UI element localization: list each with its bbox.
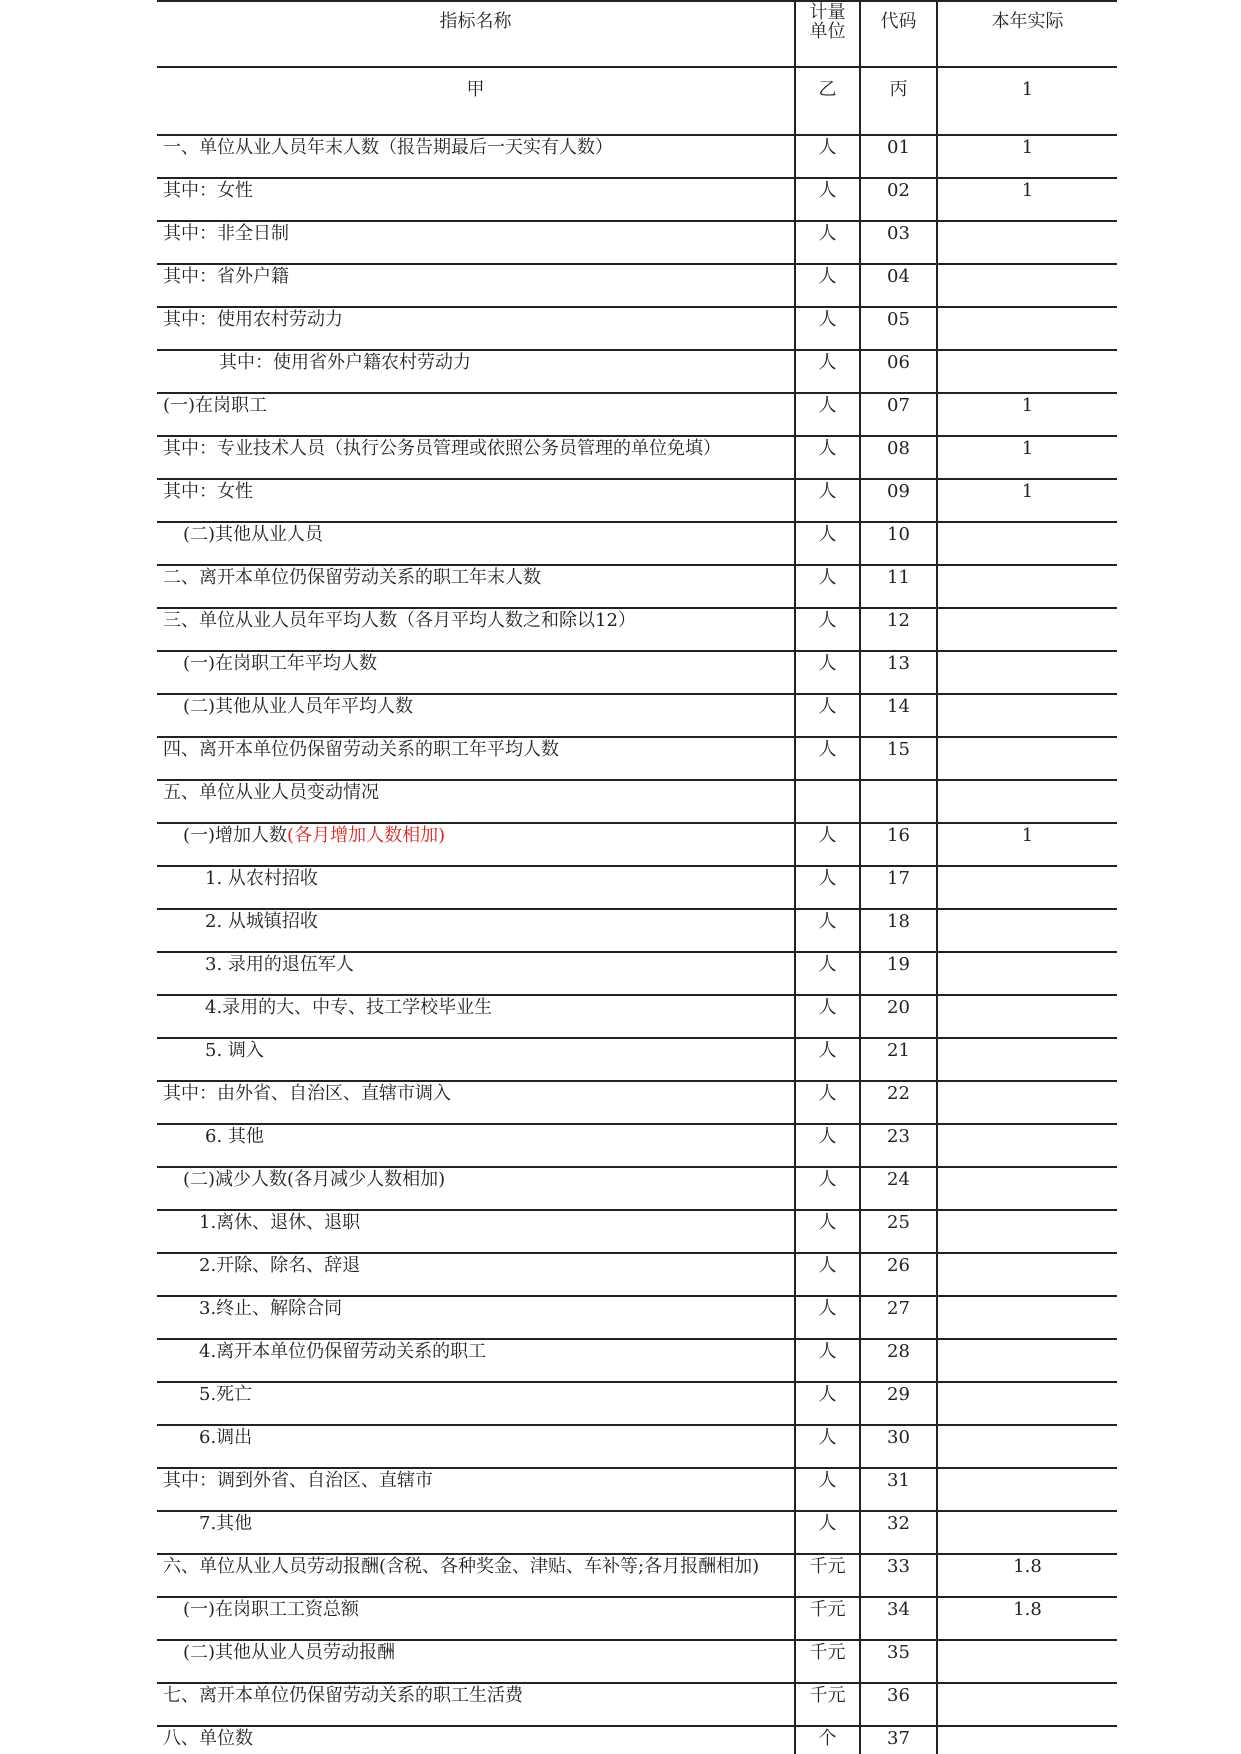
row-value: 1 xyxy=(937,393,1117,436)
row-indicator-name xyxy=(157,608,795,651)
row-indicator-name xyxy=(157,1683,795,1726)
row-code: 16 xyxy=(860,823,937,866)
row-code: 27 xyxy=(860,1296,937,1339)
row-indicator-name xyxy=(157,350,795,393)
statistics-form-sheet xyxy=(157,0,1117,1754)
row-indicator-name xyxy=(157,178,795,221)
row-code: 37 xyxy=(860,1726,937,1754)
row-indicator-name xyxy=(157,952,795,995)
row-code xyxy=(860,780,937,823)
row-unit: 千元 xyxy=(795,1597,860,1640)
row-unit: 人 xyxy=(795,264,860,307)
row-code: 30 xyxy=(860,1425,937,1468)
row-indicator-name xyxy=(157,264,795,307)
row-indicator-label: 其中：使用农村劳动力 xyxy=(163,309,343,330)
table-row xyxy=(157,1726,1117,1754)
row-indicator-name xyxy=(157,1554,795,1597)
row-value: 1 xyxy=(937,823,1117,866)
row-code: 15 xyxy=(860,737,937,780)
row-value xyxy=(937,1167,1117,1210)
row-code: 10 xyxy=(860,522,937,565)
row-indicator-name xyxy=(157,1425,795,1468)
row-code: 01 xyxy=(860,135,937,178)
row-value xyxy=(937,737,1117,780)
row-code: 06 xyxy=(860,350,937,393)
row-unit: 人 xyxy=(795,651,860,694)
row-indicator-label: 一、单位从业人员年末人数（报告期最后一天实有人数） xyxy=(163,137,613,158)
row-code: 21 xyxy=(860,1038,937,1081)
table-row xyxy=(157,479,1117,522)
row-value xyxy=(937,264,1117,307)
header-unit-line1: 计量 xyxy=(809,2,846,23)
row-unit: 千元 xyxy=(795,1683,860,1726)
row-code: 36 xyxy=(860,1683,937,1726)
row-unit: 人 xyxy=(795,1038,860,1081)
table-row xyxy=(157,1640,1117,1683)
table-row xyxy=(157,1253,1117,1296)
row-indicator-label: 6. 其他 xyxy=(205,1126,264,1147)
row-code: 05 xyxy=(860,307,937,350)
row-code: 09 xyxy=(860,479,937,522)
table-row xyxy=(157,995,1117,1038)
row-code: 04 xyxy=(860,264,937,307)
row-value xyxy=(937,1296,1117,1339)
row-indicator-label: (一)在岗职工 xyxy=(163,395,268,416)
row-code: 31 xyxy=(860,1468,937,1511)
table-row xyxy=(157,866,1117,909)
row-indicator-name xyxy=(157,737,795,780)
row-indicator-name xyxy=(157,995,795,1038)
row-unit: 人 xyxy=(795,436,860,479)
row-value xyxy=(937,780,1117,823)
row-code: 12 xyxy=(860,608,937,651)
row-indicator-label: (二)其他从业人员劳动报酬 xyxy=(183,1642,396,1663)
row-value xyxy=(937,307,1117,350)
table-row xyxy=(157,1296,1117,1339)
row-code: 22 xyxy=(860,1081,937,1124)
row-code: 34 xyxy=(860,1597,937,1640)
row-indicator-label: (二)减少人数(各月减少人数相加) xyxy=(183,1169,446,1190)
row-value: 1 xyxy=(937,135,1117,178)
row-unit: 人 xyxy=(795,1124,860,1167)
table-row xyxy=(157,694,1117,737)
row-indicator-label: (一)在岗职工年平均人数 xyxy=(183,653,378,674)
table-row xyxy=(157,1554,1117,1597)
row-indicator-name xyxy=(157,522,795,565)
row-value xyxy=(937,952,1117,995)
row-code: 20 xyxy=(860,995,937,1038)
row-code: 23 xyxy=(860,1124,937,1167)
table-row xyxy=(157,780,1117,823)
row-indicator-label: (一)增加人数 xyxy=(183,825,288,846)
row-indicator-label: 3. 录用的退伍军人 xyxy=(205,954,354,975)
column-key-unit: 乙 xyxy=(795,67,860,135)
row-indicator-label: 5. 调入 xyxy=(205,1040,264,1061)
row-indicator-name xyxy=(157,1640,795,1683)
row-indicator-name xyxy=(157,479,795,522)
row-indicator-label: 6.调出 xyxy=(199,1427,253,1448)
row-indicator-label: 其中：使用省外户籍农村劳动力 xyxy=(219,352,471,373)
row-code: 32 xyxy=(860,1511,937,1554)
row-indicator-label: 其中：调到外省、自治区、直辖市 xyxy=(163,1470,433,1491)
row-value: 1 xyxy=(937,479,1117,522)
header-indicator-name: 指标名称 xyxy=(157,1,795,67)
row-unit: 个 xyxy=(795,1726,860,1754)
row-value: 1 xyxy=(937,436,1117,479)
row-value: 1 xyxy=(937,178,1117,221)
table-row xyxy=(157,1683,1117,1726)
table-row xyxy=(157,1597,1117,1640)
table-row xyxy=(157,135,1117,178)
row-value xyxy=(937,1210,1117,1253)
row-code: 33 xyxy=(860,1554,937,1597)
row-unit: 人 xyxy=(795,479,860,522)
table-header-row xyxy=(157,1,1117,67)
table-row xyxy=(157,651,1117,694)
row-indicator-name xyxy=(157,393,795,436)
row-code: 26 xyxy=(860,1253,937,1296)
table-row xyxy=(157,221,1117,264)
employment-statistics-table xyxy=(157,0,1117,1754)
row-indicator-label: 其中：省外户籍 xyxy=(163,266,289,287)
row-indicator-name xyxy=(157,1511,795,1554)
row-indicator-label: 2. 从城镇招收 xyxy=(205,911,318,932)
table-row xyxy=(157,1339,1117,1382)
row-value xyxy=(937,522,1117,565)
row-indicator-name xyxy=(157,651,795,694)
row-value xyxy=(937,1382,1117,1425)
row-value xyxy=(937,608,1117,651)
row-unit: 千元 xyxy=(795,1554,860,1597)
header-unit xyxy=(795,1,860,67)
table-row xyxy=(157,1425,1117,1468)
table-row xyxy=(157,436,1117,479)
row-indicator-name xyxy=(157,1038,795,1081)
row-code: 11 xyxy=(860,565,937,608)
row-unit: 人 xyxy=(795,608,860,651)
row-value xyxy=(937,1511,1117,1554)
row-value xyxy=(937,350,1117,393)
row-indicator-name xyxy=(157,1253,795,1296)
row-indicator-name xyxy=(157,307,795,350)
row-value xyxy=(937,565,1117,608)
row-unit: 人 xyxy=(795,1339,860,1382)
row-indicator-name xyxy=(157,1296,795,1339)
row-code: 24 xyxy=(860,1167,937,1210)
row-unit: 人 xyxy=(795,1210,860,1253)
row-code: 17 xyxy=(860,866,937,909)
row-indicator-name xyxy=(157,694,795,737)
row-value xyxy=(937,866,1117,909)
table-row xyxy=(157,823,1117,866)
row-unit: 人 xyxy=(795,135,860,178)
row-indicator-name xyxy=(157,1124,795,1167)
row-indicator-name xyxy=(157,780,795,823)
row-indicator-label: 其中：由外省、自治区、直辖市调入 xyxy=(163,1083,451,1104)
row-code: 28 xyxy=(860,1339,937,1382)
row-indicator-label: 4.录用的大、中专、技工学校毕业生 xyxy=(205,997,493,1018)
row-unit: 人 xyxy=(795,1468,860,1511)
row-indicator-label: (二)其他从业人员年平均人数 xyxy=(183,696,414,717)
row-value xyxy=(937,1425,1117,1468)
row-indicator-name xyxy=(157,135,795,178)
table-row xyxy=(157,1038,1117,1081)
table-row xyxy=(157,307,1117,350)
row-indicator-label: 六、单位从业人员劳动报酬(含税、各种奖金、津贴、车补等;各月报酬相加) xyxy=(163,1556,760,1577)
row-indicator-label: 3.终止、解除合同 xyxy=(199,1298,343,1319)
table-row xyxy=(157,565,1117,608)
row-unit: 人 xyxy=(795,866,860,909)
row-indicator-name xyxy=(157,1210,795,1253)
row-code: 08 xyxy=(860,436,937,479)
row-value xyxy=(937,909,1117,952)
row-indicator-name xyxy=(157,909,795,952)
row-unit: 人 xyxy=(795,737,860,780)
row-indicator-label: 其中：女性 xyxy=(163,180,253,201)
row-indicator-label: 三、单位从业人员年平均人数（各月平均人数之和除以12） xyxy=(163,610,636,631)
table-row xyxy=(157,393,1117,436)
row-code: 13 xyxy=(860,651,937,694)
row-unit: 人 xyxy=(795,178,860,221)
row-value xyxy=(937,1124,1117,1167)
row-unit: 人 xyxy=(795,1167,860,1210)
row-value xyxy=(937,221,1117,264)
row-indicator-label: 7.其他 xyxy=(199,1513,253,1534)
table-row xyxy=(157,522,1117,565)
row-indicator-name xyxy=(157,436,795,479)
row-code: 02 xyxy=(860,178,937,221)
row-unit: 人 xyxy=(795,522,860,565)
row-indicator-label: 四、离开本单位仍保留劳动关系的职工年平均人数 xyxy=(163,739,559,760)
row-value xyxy=(937,1253,1117,1296)
row-indicator-label: (二)其他从业人员 xyxy=(183,524,324,545)
table-row xyxy=(157,909,1117,952)
row-indicator-name xyxy=(157,823,795,866)
table-row xyxy=(157,1210,1117,1253)
column-key-value: 1 xyxy=(937,67,1117,135)
row-value xyxy=(937,1468,1117,1511)
row-unit: 人 xyxy=(795,909,860,952)
table-row xyxy=(157,1124,1117,1167)
row-indicator-name xyxy=(157,1726,795,1754)
row-unit: 人 xyxy=(795,823,860,866)
row-unit: 人 xyxy=(795,221,860,264)
row-value xyxy=(937,1339,1117,1382)
row-indicator-name xyxy=(157,1081,795,1124)
table-row xyxy=(157,264,1117,307)
row-value xyxy=(937,1726,1117,1754)
row-code: 14 xyxy=(860,694,937,737)
header-code: 代码 xyxy=(860,1,937,67)
row-unit: 人 xyxy=(795,393,860,436)
row-code: 29 xyxy=(860,1382,937,1425)
row-unit: 人 xyxy=(795,1425,860,1468)
header-unit-line2: 单位 xyxy=(809,20,846,42)
table-row xyxy=(157,1081,1117,1124)
row-code: 19 xyxy=(860,952,937,995)
row-indicator-name xyxy=(157,1597,795,1640)
row-value xyxy=(937,1640,1117,1683)
row-value xyxy=(937,1081,1117,1124)
row-indicator-name xyxy=(157,1382,795,1425)
table-row xyxy=(157,608,1117,651)
row-value xyxy=(937,1683,1117,1726)
column-key-code: 丙 xyxy=(860,67,937,135)
row-indicator-name xyxy=(157,866,795,909)
row-indicator-label: 其中：专业技术人员（执行公务员管理或依照公务员管理的单位免填） xyxy=(163,438,721,459)
row-indicator-label: 4.离开本单位仍保留劳动关系的职工 xyxy=(199,1341,487,1362)
table-row xyxy=(157,1511,1117,1554)
table-row xyxy=(157,1468,1117,1511)
row-indicator-label: 其中：女性 xyxy=(163,481,253,502)
row-value: 1.8 xyxy=(937,1597,1117,1640)
row-indicator-label: 5.死亡 xyxy=(199,1384,253,1405)
row-indicator-name xyxy=(157,221,795,264)
row-unit: 人 xyxy=(795,952,860,995)
row-unit: 人 xyxy=(795,1511,860,1554)
row-indicator-name xyxy=(157,565,795,608)
table-row xyxy=(157,1382,1117,1425)
row-indicator-label: 2.开除、除名、辞退 xyxy=(199,1255,361,1276)
row-unit: 人 xyxy=(795,1296,860,1339)
row-unit: 人 xyxy=(795,1253,860,1296)
row-indicator-note: (各月增加人数相加) xyxy=(287,825,446,846)
table-row xyxy=(157,178,1117,221)
row-value xyxy=(937,995,1117,1038)
row-unit: 人 xyxy=(795,350,860,393)
row-value xyxy=(937,651,1117,694)
row-unit: 人 xyxy=(795,307,860,350)
row-value: 1.8 xyxy=(937,1554,1117,1597)
table-column-key-row xyxy=(157,67,1117,135)
row-unit: 人 xyxy=(795,565,860,608)
row-indicator-label: (一)在岗职工工资总额 xyxy=(183,1599,360,1620)
row-indicator-label: 1.离休、退休、退职 xyxy=(199,1212,361,1233)
row-indicator-label: 其中：非全日制 xyxy=(163,223,289,244)
row-indicator-label: 八、单位数 xyxy=(163,1728,253,1749)
row-indicator-label: 1. 从农村招收 xyxy=(205,868,318,889)
row-indicator-label: 五、单位从业人员变动情况 xyxy=(163,782,379,803)
row-unit: 千元 xyxy=(795,1640,860,1683)
row-value xyxy=(937,694,1117,737)
table-row xyxy=(157,350,1117,393)
row-indicator-name xyxy=(157,1167,795,1210)
row-unit: 人 xyxy=(795,694,860,737)
row-code: 03 xyxy=(860,221,937,264)
table-row xyxy=(157,952,1117,995)
header-current-year-actual: 本年实际 xyxy=(937,1,1117,67)
table-row xyxy=(157,737,1117,780)
row-code: 07 xyxy=(860,393,937,436)
table-row xyxy=(157,1167,1117,1210)
row-indicator-name xyxy=(157,1468,795,1511)
row-indicator-name xyxy=(157,1339,795,1382)
row-code: 25 xyxy=(860,1210,937,1253)
column-key-name: 甲 xyxy=(157,67,795,135)
row-code: 18 xyxy=(860,909,937,952)
row-unit: 人 xyxy=(795,995,860,1038)
row-indicator-label: 二、离开本单位仍保留劳动关系的职工年末人数 xyxy=(163,567,541,588)
row-code: 35 xyxy=(860,1640,937,1683)
row-value xyxy=(937,1038,1117,1081)
row-unit: 人 xyxy=(795,1081,860,1124)
row-unit: 人 xyxy=(795,1382,860,1425)
row-unit xyxy=(795,780,860,823)
row-indicator-label: 七、离开本单位仍保留劳动关系的职工生活费 xyxy=(163,1685,523,1706)
